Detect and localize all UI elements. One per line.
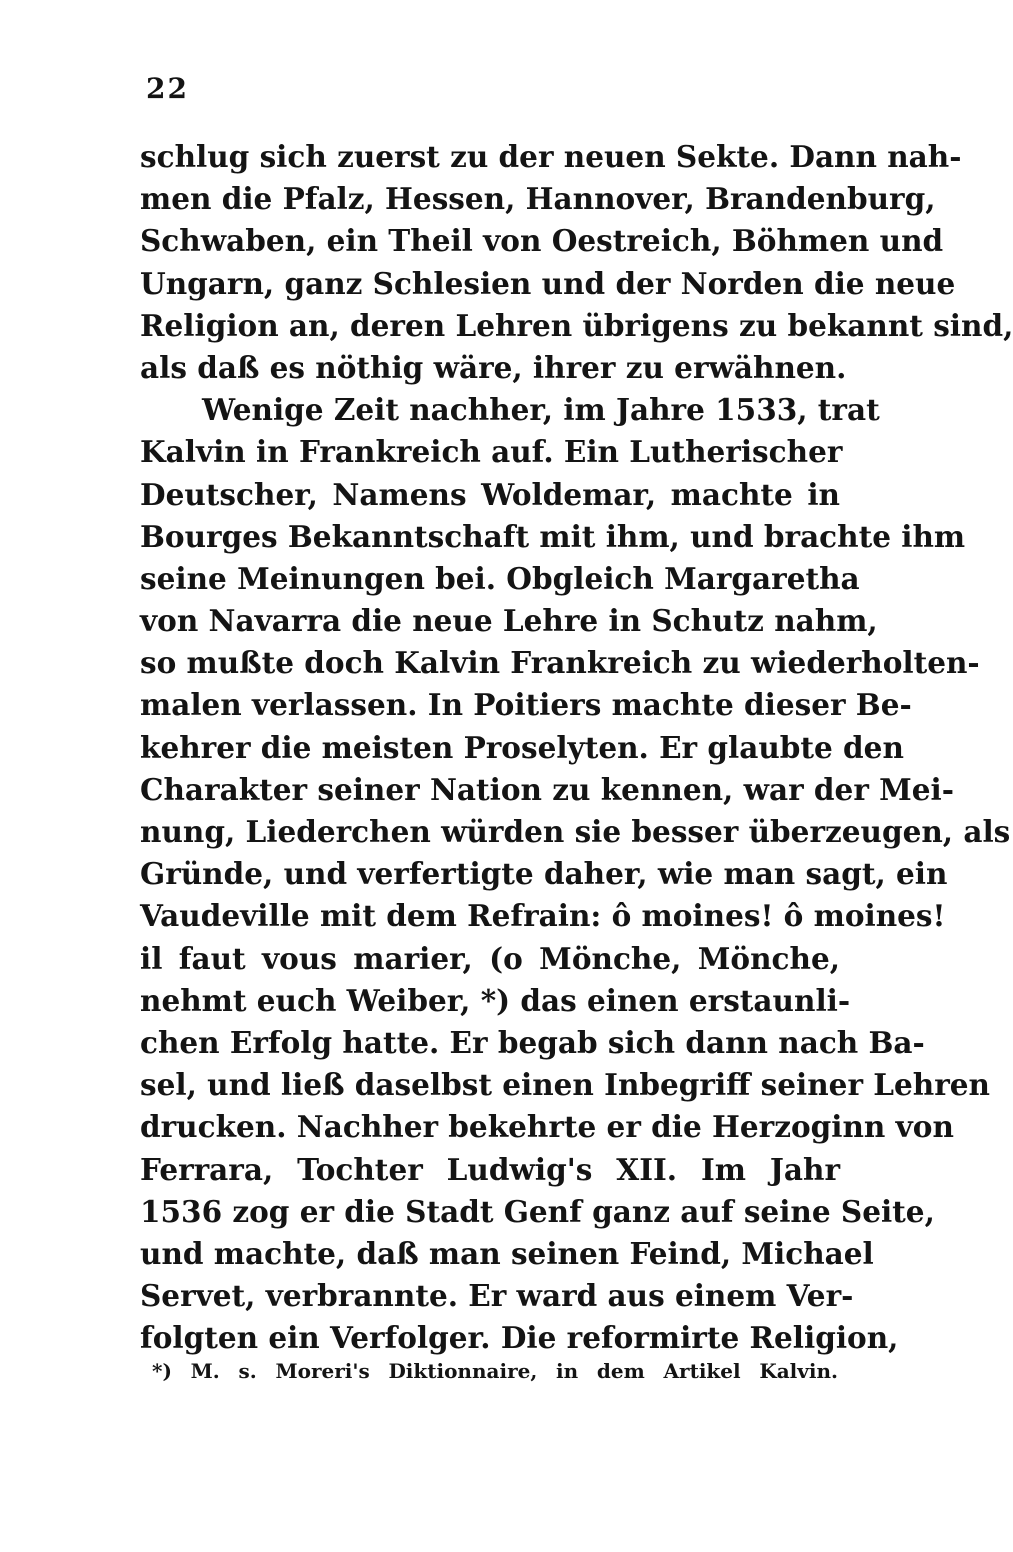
text-line: nung, Liederchen würden sie besser überzeugen, als [140, 814, 1011, 849]
text-line: so mußte doch Kalvin Frankreich zu wiederholten- [140, 645, 980, 681]
page-number: 22 [146, 72, 189, 105]
text-line: Gründe, und verfertigte daher, wie man sagt, ein [140, 856, 948, 892]
text-line: il faut vous marier, (o Mönche, Mönche, [140, 940, 840, 976]
text-line: schlug sich zuerst zu der neuen Sekte. Dann nah- [140, 139, 962, 174]
text-line: und machte, daß man seinen Feind, Michael [140, 1235, 874, 1271]
footnote: *) M. s. Moreri's Diktionnaire, in dem Artikel Kalvin. [152, 1359, 838, 1383]
text-line: sel, und ließ daselbst einen Inbegriff seiner Lehren [140, 1067, 990, 1103]
text-line: seine Meinungen bei. Obgleich Margaretha [140, 560, 860, 596]
text-line: men die Pfalz, Hessen, Hannover, Brandenburg, [140, 181, 936, 217]
text-line: Kalvin in Frankreich auf. Ein Lutherischer [140, 434, 843, 470]
text-line: Religion an, deren Lehren übrigens zu bekannt sind, [140, 307, 1013, 343]
text-line: Schwaben, ein Theil von Oestreich, Böhmen und [140, 223, 944, 259]
text-line: Ferrara, Tochter Ludwig's XII. Im Jahr [140, 1151, 840, 1187]
body-text [140, 136, 1013, 1359]
text-line: als daß es nöthig wäre, ihrer zu erwähnen. [140, 349, 847, 385]
text-line: Servet, verbrannte. Er ward aus einem Ver- [140, 1278, 854, 1314]
text-line: kehrer die meisten Proselyten. Er glaubte den [140, 729, 904, 765]
text-line: nehmt euch Weiber, *) das einen erstaunli- [140, 982, 851, 1018]
text-line: Deutscher, Namens Woldemar, machte in [140, 476, 840, 512]
text-line: von Navarra die neue Lehre in Schutz nahm, [140, 603, 878, 639]
text-line: malen verlassen. In Poitiers machte dieser Be- [140, 687, 912, 723]
text-line: Vaudeville mit dem Refrain: ô moines! ô moines! [140, 898, 946, 934]
text-line: folgten ein Verfolger. Die reformirte Religion, [140, 1320, 899, 1356]
text-line: 1536 zog er die Stadt Genf ganz auf seine Seite, [140, 1193, 935, 1229]
text-line: Bourges Bekanntschaft mit ihm, und brachte ihm [140, 518, 966, 554]
text-line: Wenige Zeit nachher, im Jahre 1533, trat [202, 392, 880, 428]
text-line: chen Erfolg hatte. Er begab sich dann nach Ba- [140, 1024, 925, 1060]
text-line: Ungarn, ganz Schlesien und der Norden die neue [140, 265, 956, 301]
text-line: Charakter seiner Nation zu kennen, war der Mei- [140, 771, 955, 807]
text-line: drucken. Nachher bekehrte er die Herzoginn von [140, 1109, 954, 1145]
